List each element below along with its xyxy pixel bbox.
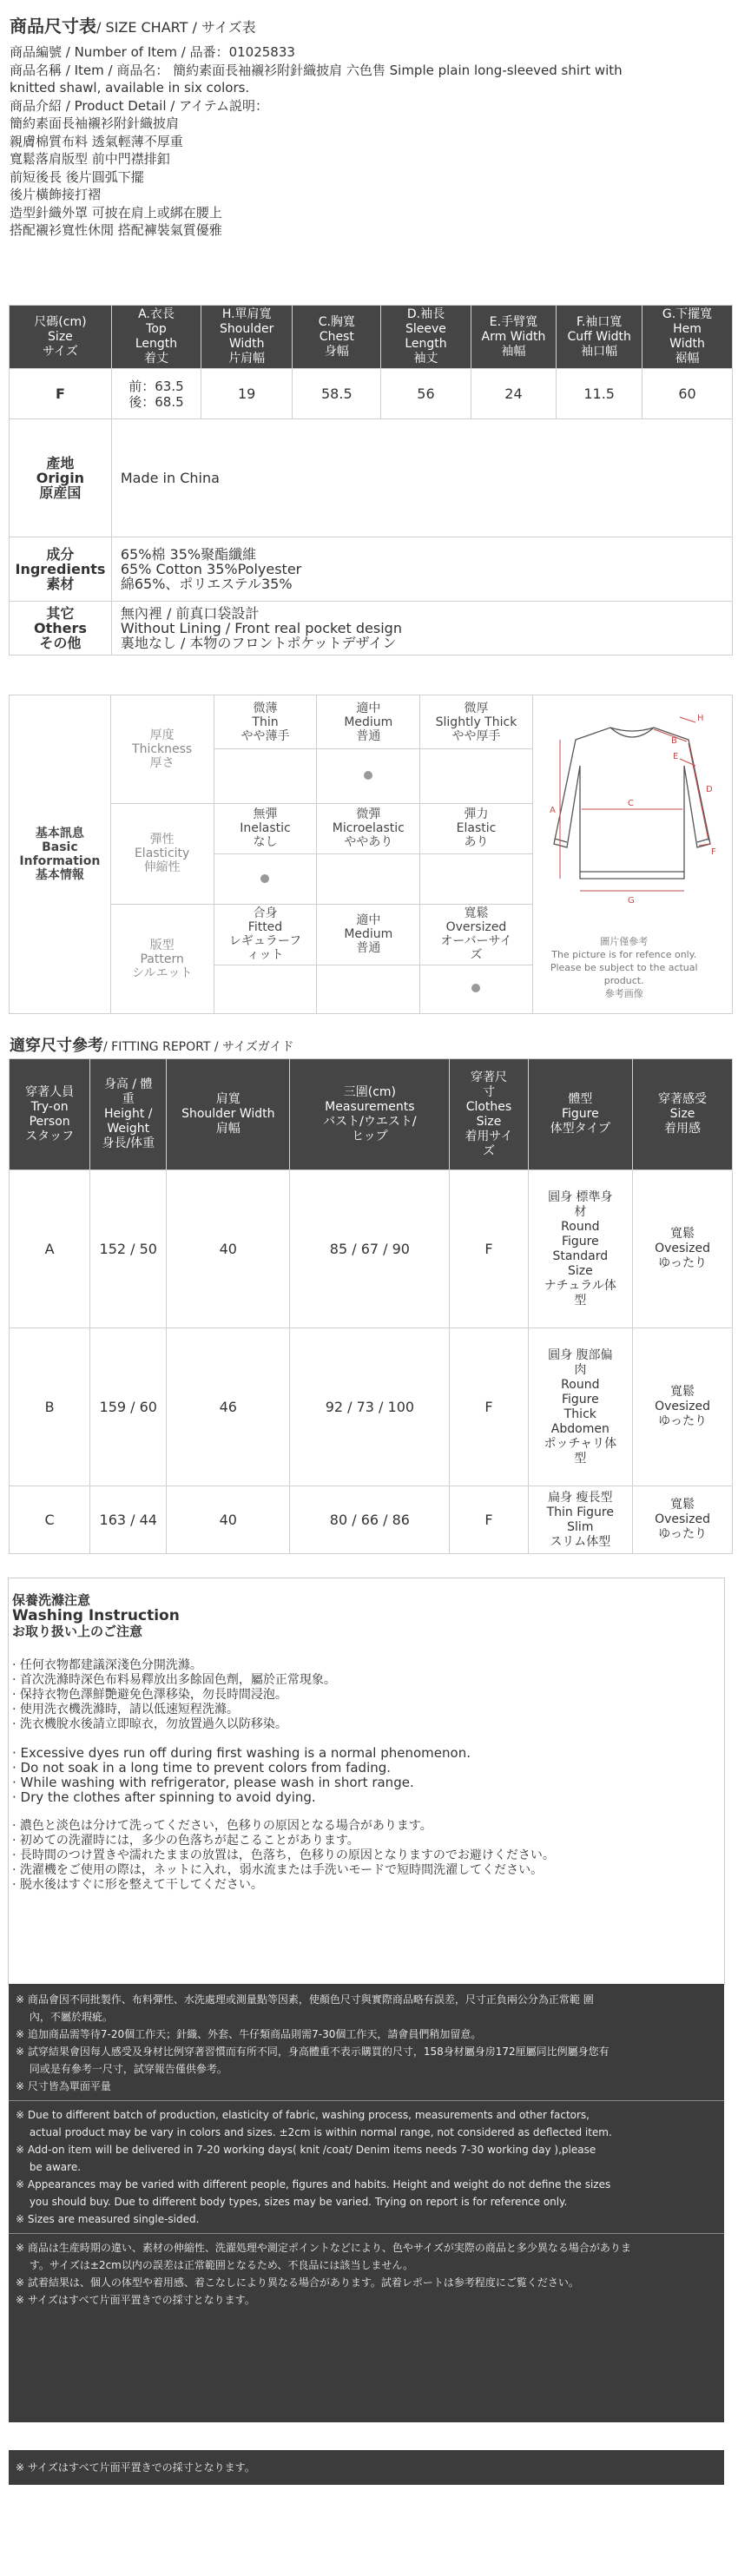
fitting-header-cell: 穿著人員 Try-on Person スタッフ bbox=[10, 1059, 90, 1170]
fitting-header-cell: 穿著尺 寸 Clothes Size 着用サイ ズ bbox=[450, 1059, 528, 1170]
washing-title-en: Washing Instruction bbox=[12, 1607, 180, 1624]
washing-instructions bbox=[8, 1578, 725, 1985]
label-b: B bbox=[671, 736, 678, 746]
product-info-line: 商品編號 / Number of Item / 品番：01025833 bbox=[10, 44, 295, 60]
size-header-cell: 尺碼(cm) Size サイズ bbox=[10, 306, 112, 369]
thickness-option: 微薄 Thin やや薄手 bbox=[214, 695, 317, 749]
thickness-label: 厚度 Thickness 厚さ bbox=[110, 695, 214, 804]
table-row: A 152 / 50 40 85 / 67 / 90 F 圓身 標準身 材 Round Figure Standard Size ナチュラル体 型 寬鬆 Ovesized ゆったり bbox=[10, 1170, 733, 1328]
label-f: F bbox=[711, 847, 717, 857]
diagram-caption: 圖片僅參考 The picture is for refence only. Please be subject to the actual product. 參考画像 bbox=[550, 936, 698, 999]
fitting-header-cell: 身高 / 體 重 Height / Weight 身長/体重 bbox=[90, 1059, 167, 1170]
elasticity-label: 彈性 Elasticity 伸縮性 bbox=[110, 803, 214, 905]
product-info-line: 商品名稱 / Item / 商品名： 簡約素面長袖襯衫附針織披肩 六色售 Simple plain long-sleeved shirt with bbox=[10, 62, 623, 78]
size-header-cell: F.袖口寬 Cuff Width 袖口幅 bbox=[557, 306, 642, 369]
others-label: 其它 Others その他 bbox=[10, 602, 112, 656]
table-row: B 159 / 60 46 92 / 73 / 100 F 圓身 腹部偏 肉 Round Figure Thick Abdomen ポッチャリ体 型 寬鬆 Ovesized ゆったり bbox=[10, 1328, 733, 1486]
origin-value: Made in China bbox=[111, 419, 732, 537]
feel-cell: 寬鬆 Ovesized ゆったり bbox=[633, 1328, 733, 1486]
washing-en: · Excessive dyes run off during first washing is a normal phenomenon. · Do not soak in a long time to prevent colors from fading. · While washing with refrigerator, please wash in short range. · Dry the clothes after spinning to avoid dying. bbox=[12, 1745, 471, 1805]
size-header-cell: A.衣長 Top Length 着丈 bbox=[111, 306, 201, 369]
size-header-cell: D.袖長 Sleeve Length 袖丈 bbox=[381, 306, 471, 369]
product-info-line: 寬鬆落肩版型 前中門襟排釦 bbox=[10, 151, 170, 167]
feel-cell: 寬鬆 Ovesized ゆったり bbox=[633, 1486, 733, 1554]
label-g: G bbox=[628, 896, 636, 906]
ingredients-value: 65%棉 35%聚酯纖維 65% Cotton 35%Polyester 綿65%、ポリエステル35% bbox=[111, 537, 732, 602]
elasticity-option: 彈力 Elastic あり bbox=[420, 803, 532, 853]
washing-title-jp: お取り扱い上のご注意 bbox=[12, 1624, 143, 1639]
top-length-value: 前：63.5 後：68.5 bbox=[111, 369, 201, 419]
shoulder-value: 19 bbox=[201, 369, 293, 419]
basic-info-table bbox=[9, 695, 733, 1014]
product-info-line: 親膚棉質布料 透氣輕薄不厚重 bbox=[10, 133, 183, 149]
page-title: 商品尺寸表/ SIZE CHART / サイズ表 bbox=[10, 16, 256, 36]
size-header-cell: C.胸寬 Chest 身幅 bbox=[293, 306, 381, 369]
fitting-header-cell: 體型 Figure 体型タイプ bbox=[528, 1059, 633, 1170]
label-a: A bbox=[550, 806, 557, 815]
washing-zh: · 任何衣物都建議深淺色分開洗滌。 · 首次洗滌時深色布料易釋放出多餘固色劑，屬於正常現象。 · 保持衣物色澤鮮艷避免色澤移染，勿長時間浸泡。 · 使用洗衣機洗滌時，請以低速短程洗滌。 · 洗衣機脫水後請立即晾衣，勿放置過久以防移染。 bbox=[12, 1658, 336, 1731]
elasticity-option: 微彈 Microelastic ややあり bbox=[317, 803, 420, 853]
washing-jp: · 濃色と淡色は分けて洗ってください，色移りの原因となる場合があります。 · 初めての洗濯時には，多少の色落ちが起こることがあります。 · 長時間のつけ置きや濡れたままの放置は，色落ち，色移りの原因となりますのでお避けください。 · 洗濯機をご使用の際は，ネットに入れ，弱水流または手洗いモードで短時間洗濯してください。 · 脱水後はすぐに形を整えて干してください。 bbox=[12, 1819, 555, 1892]
pattern-option: 適中 Medium 普通 bbox=[317, 905, 420, 965]
product-info-line: 簡約素面長袖襯衫附針織披肩 bbox=[10, 115, 180, 131]
origin-label: 產地 Origin 原産国 bbox=[10, 419, 112, 537]
figure-cell: 扁身 瘦長型 Thin Figure Slim スリム体型 bbox=[528, 1486, 633, 1554]
fitting-title: 適穿尺寸參考/ FITTING REPORT / サイズガイド bbox=[10, 1037, 294, 1055]
product-info-line: 搭配襯衫寬性休閒 搭配褲裝氣質優雅 bbox=[10, 222, 222, 238]
ingredients-label: 成分 Ingredients 素材 bbox=[10, 537, 112, 602]
hem-value: 60 bbox=[642, 369, 733, 419]
elasticity-option: 無彈 Inelastic なし bbox=[214, 803, 317, 853]
label-d: D bbox=[706, 785, 714, 794]
thickness-dot-cell bbox=[214, 749, 317, 803]
thickness-option: 適中 Medium 普通 bbox=[317, 695, 420, 749]
cuff-value: 11.5 bbox=[557, 369, 642, 419]
figure-cell: 圓身 標準身 材 Round Figure Standard Size ナチュラル体 型 bbox=[528, 1170, 633, 1328]
product-info-line: knitted shawl, available in six colors. bbox=[10, 80, 250, 96]
size-header-cell: E.手臂寬 Arm Width 袖幅 bbox=[471, 306, 557, 369]
notice-box: ※ 商品會因不同批製作、布料彈性、水洗處理或測量點等因素，使顏色尺寸與實際商品略有誤差，尺寸正負兩公分為正常範 圍 內，不屬於瑕疵。 ※ 追加商品需等待7-20個工作天；針織、外套、牛仔類商品則需7-30個工作天，請會員們稍加留意。 ※ 試穿結果會因每人感受及身材比例穿著習慣而有所不同，身高體重不表示購買的尺寸，158身材屬身房172厘屬同比例屬身您有 同或是有參考一尺寸，試穿報告僅供參考。 ※ 尺寸皆為單面平量 ※ Due to different batch of production, elasticity of fabric, washing process, measurements and other factors, actual product may be vary in colors and sizes. ±2cm is within normal range, not considered as deflected item. ※ Add-on item will be delivered in 7-20 working days( knit /coat/ Denim items needs 7-30 working day ),please be aware. ※ Appearances may be varied with different people, figures and habits. Height and weight do not define the sizes you should buy. Due to different body types, sizes may be varied. Trying on report is for reference only. ※ Sizes are measured single-sided. ※ 商品は生産時期の違い、素材の伸縮性、洗濯処理や測定ポイントなどにより、色やサイズが実際の商品と多少異なる場合がありま す。サイズは±2cm以内の誤差は正常範囲となるため、不良品には該当しません。 ※ 試着結果は、個人の体型や着用感、着こなしにより異なる場合があります。試着レポートは参考程度にご覧ください。 ※ サイズはすべて片面平置きでの採寸となります。 bbox=[9, 1984, 724, 2422]
selected-dot-icon bbox=[471, 984, 480, 992]
basic-info-label: 基本訊息 Basic Information 基本情報 bbox=[10, 695, 111, 1014]
figure-cell: 圓身 腹部偏 肉 Round Figure Thick Abdomen ポッチャリ体 型 bbox=[528, 1328, 633, 1486]
fitting-header-cell: 三圍(cm) Measurements バスト/ウエスト/ ヒップ bbox=[290, 1059, 450, 1170]
product-info-line: 後片橫飾接打褶 bbox=[10, 187, 102, 202]
size-header-cell: G.下擺寬 Hem Width 裾幅 bbox=[642, 306, 733, 369]
arm-value: 24 bbox=[471, 369, 557, 419]
product-info-line: 造型針織外罩 可披在肩上或綁在腰上 bbox=[10, 204, 222, 221]
washing-title-zh: 保養洗滌注意 bbox=[12, 1592, 91, 1608]
thickness-option: 微厚 Slightly Thick やや厚手 bbox=[420, 695, 532, 749]
label-h: H bbox=[697, 714, 704, 723]
label-c: C bbox=[628, 799, 635, 808]
selected-dot-icon bbox=[364, 771, 372, 780]
pattern-label: 版型 Pattern シルエット bbox=[110, 905, 214, 1014]
size-table bbox=[9, 305, 733, 656]
notice-extra: ※ サイズはすべて片面平置きでの採寸となります。 bbox=[9, 2450, 724, 2485]
label-e: E bbox=[673, 752, 679, 761]
feel-cell: 寬鬆 Ovesized ゆったり bbox=[633, 1170, 733, 1328]
selected-dot-icon bbox=[260, 874, 269, 883]
product-info-line: 商品介紹 / Product Detail / アイテム説明： bbox=[10, 97, 268, 114]
fitting-header-cell: 穿著感受 Size 着用感 bbox=[633, 1059, 733, 1170]
table-row: C 163 / 44 40 80 / 66 / 86 F 扁身 瘦長型 Thin Figure Slim スリム体型 寬鬆 Ovesized ゆったり bbox=[10, 1486, 733, 1554]
chest-value: 58.5 bbox=[293, 369, 381, 419]
product-info-line: 前短後長 後片圓弧下擺 bbox=[10, 168, 144, 185]
sleeve-value: 56 bbox=[381, 369, 471, 419]
pattern-option: 合身 Fitted レギュラーフ ィット bbox=[214, 905, 317, 965]
pattern-option: 寬鬆 Oversized オーバーサイ ズ bbox=[420, 905, 532, 965]
size-header-cell: H.單肩寬 Shoulder Width 片肩幅 bbox=[201, 306, 293, 369]
fitting-table bbox=[9, 1058, 733, 1554]
garment-diagram bbox=[532, 695, 732, 1014]
fitting-header-cell: 肩寬 Shoulder Width 肩幅 bbox=[167, 1059, 290, 1170]
others-value: 無內裡 / 前真口袋設計 Without Lining / Front real pocket design 裏地なし / 本物のフロントポケットデザイン bbox=[111, 602, 732, 656]
size-value: F bbox=[10, 369, 112, 419]
